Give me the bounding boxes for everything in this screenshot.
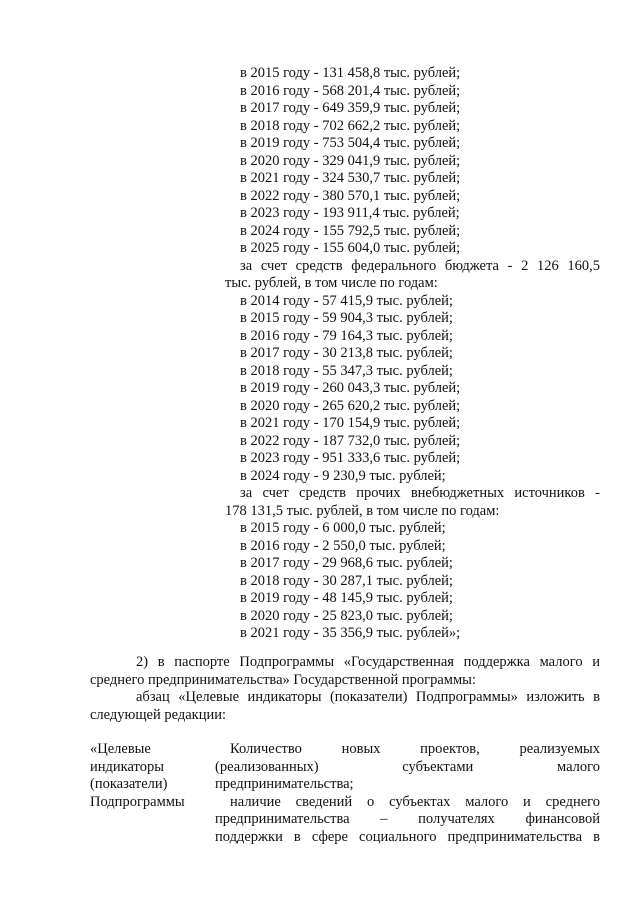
paragraph-line: следующей редакции: bbox=[90, 706, 227, 723]
federal-line: в 2017 году - 30 213,8 тыс. рублей; bbox=[240, 345, 453, 361]
budget-line: в 2024 году - 155 792,5 тыс. рублей; bbox=[240, 222, 461, 239]
budget-line: в 2022 году - 380 570,1 тыс. рублей; bbox=[240, 187, 461, 204]
federal-line: в 2020 году - 265 620,2 тыс. рублей; bbox=[240, 397, 461, 414]
budget-line: в 2019 году - 753 504,4 тыс. рублей; bbox=[240, 135, 461, 151]
value-line: поддержки в сфере социального предпринимательства в bbox=[215, 828, 600, 845]
value-line: (реализованных) субъектами малого bbox=[215, 758, 600, 775]
other-line: в 2019 году - 48 145,9 тыс. рублей; bbox=[240, 590, 453, 606]
federal-line: в 2014 году - 57 415,9 тыс. рублей; bbox=[240, 292, 453, 309]
federal-line: в 2023 году - 951 333,6 тыс. рублей; bbox=[240, 450, 461, 466]
federal-line: в 2024 году - 9 230,9 тыс. рублей; bbox=[240, 467, 446, 484]
value-line: наличие сведений о субъектах малого и среднего bbox=[230, 793, 600, 810]
federal-budget-heading: за счет средств федерального бюджета - 2 126 160,5 bbox=[240, 257, 600, 274]
federal-budget-heading-cont: тыс. рублей, в том числе по годам: bbox=[225, 275, 438, 291]
budget-line: в 2020 году - 329 041,9 тыс. рублей; bbox=[240, 152, 461, 169]
other-line: в 2020 году - 25 823,0 тыс. рублей; bbox=[240, 607, 453, 624]
other-line: в 2015 году - 6 000,0 тыс. рублей; bbox=[240, 520, 446, 536]
budget-line: в 2016 году - 568 201,4 тыс. рублей; bbox=[240, 82, 461, 99]
other-sources-heading-cont: 178 131,5 тыс. рублей, в том числе по годам: bbox=[225, 502, 500, 519]
paragraph-line: абзац «Целевые индикаторы (показатели) Подпрограммы» изложить в bbox=[136, 689, 600, 705]
paragraph-line: среднего предпринимательства» Государственной программы: bbox=[90, 671, 476, 688]
label-line: индикаторы bbox=[90, 758, 164, 775]
value-line: Количество новых проектов, реализуемых bbox=[230, 741, 600, 757]
label-line: «Целевые bbox=[90, 741, 151, 757]
budget-line: в 2025 году - 155 604,0 тыс. рублей; bbox=[240, 240, 461, 256]
amendment-paragraph bbox=[90, 654, 600, 724]
budget-line: в 2023 году - 193 911,4 тыс. рублей; bbox=[240, 205, 460, 221]
other-line: в 2016 году - 2 550,0 тыс. рублей; bbox=[240, 537, 446, 554]
label-line: Подпрограммы bbox=[90, 793, 185, 810]
indicators-value-column bbox=[215, 741, 600, 846]
federal-line: в 2016 году - 79 164,3 тыс. рублей; bbox=[240, 327, 453, 344]
federal-line: в 2015 году - 59 904,3 тыс. рублей; bbox=[240, 310, 453, 326]
other-sources-heading: за счет средств прочих внебюджетных источников - bbox=[240, 485, 600, 501]
federal-line: в 2021 году - 170 154,9 тыс. рублей; bbox=[240, 415, 461, 431]
other-line: в 2017 году - 29 968,6 тыс. рублей; bbox=[240, 555, 453, 571]
federal-line: в 2018 году - 55 347,3 тыс. рублей; bbox=[240, 362, 453, 379]
budget-by-year-list bbox=[225, 65, 600, 643]
budget-line: в 2017 году - 649 359,9 тыс. рублей; bbox=[240, 100, 461, 116]
value-line: предпринимательства; bbox=[215, 776, 354, 792]
budget-line: в 2018 году - 702 662,2 тыс. рублей; bbox=[240, 117, 461, 134]
budget-line: в 2015 году - 131 458,8 тыс. рублей; bbox=[240, 65, 461, 81]
value-line: предпринимательства – получателях финансовой bbox=[215, 811, 600, 827]
federal-line: в 2019 году - 260 043,3 тыс. рублей; bbox=[240, 380, 461, 396]
other-line: в 2018 году - 30 287,1 тыс. рублей; bbox=[240, 572, 453, 589]
budget-line: в 2021 году - 324 530,7 тыс. рублей; bbox=[240, 170, 461, 186]
paragraph-line: 2) в паспорте Подпрограммы «Государственная поддержка малого и bbox=[136, 654, 600, 670]
label-line: (показатели) bbox=[90, 776, 168, 792]
other-line: в 2021 году - 35 356,9 тыс. рублей»; bbox=[240, 625, 461, 641]
indicators-label-column bbox=[90, 741, 215, 811]
federal-line: в 2022 году - 187 732,0 тыс. рублей; bbox=[240, 432, 461, 449]
